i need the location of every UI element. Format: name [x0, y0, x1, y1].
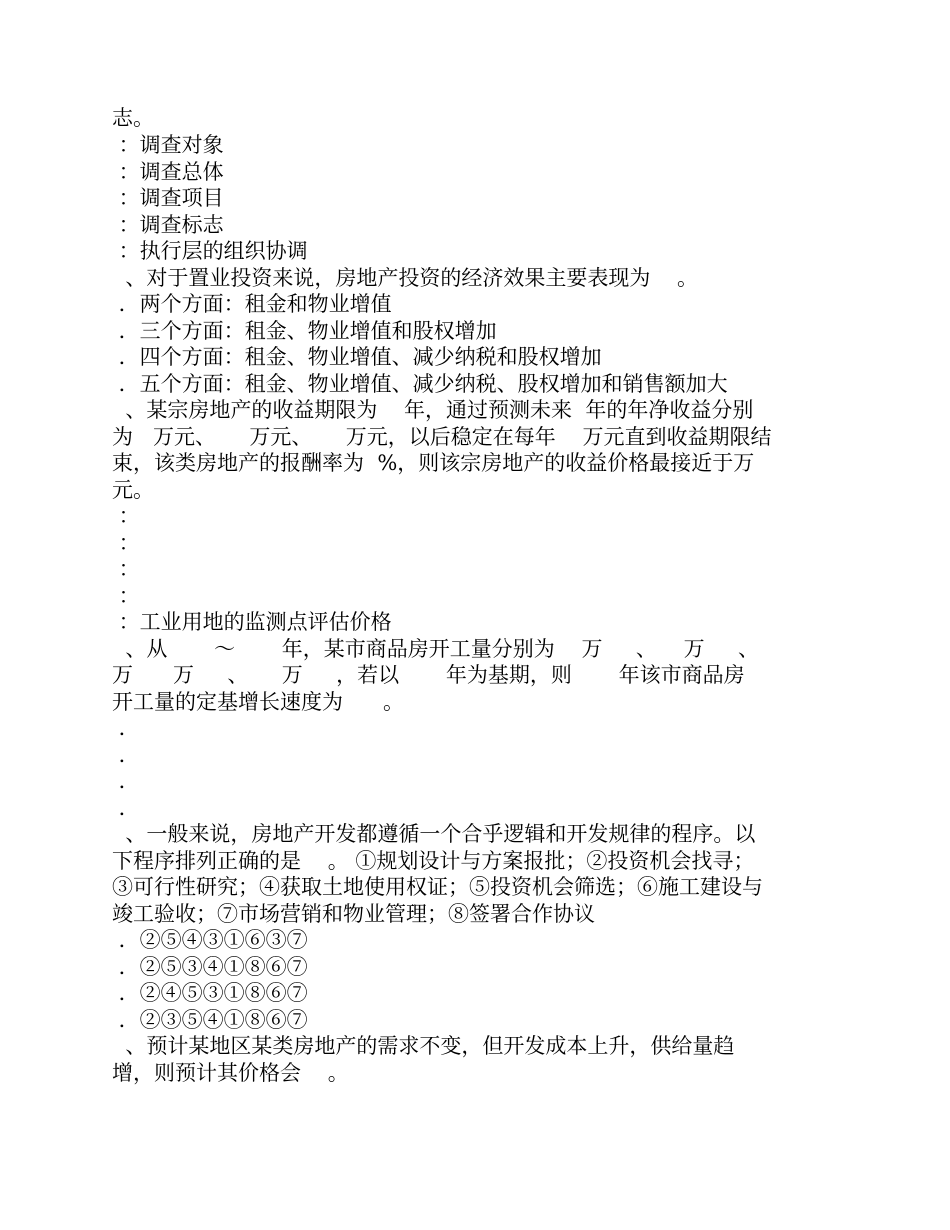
text-line: 志。	[112, 106, 154, 130]
answer-option: ．	[112, 769, 140, 793]
answer-option: ．四个方面：租金、物业增值、减少纳税和股权增加	[112, 345, 602, 369]
answer-option: ．五个方面：租金、物业增值、减少纳税、股权增加和销售额加大	[112, 372, 728, 396]
question-stem: 束，该类房地产的报酬率为 %，则该宗房地产的收益价格最接近于万	[112, 451, 755, 475]
question-stem: 、预计某地区某类房地产的需求不变，但开发成本上升，供给量趋	[112, 1034, 735, 1058]
answer-option: ：	[112, 557, 140, 581]
question-stem: 为 万元、 万元、 万元，以后稳定在每年 万元直到收益期限结	[112, 425, 772, 449]
question-stem: 、从 ～ 年，某市商品房开工量分别为 万 、 万 、	[112, 637, 759, 661]
text-line: ：调查总体	[112, 160, 224, 184]
question-stem: 增，则预计其价格会 。	[112, 1061, 349, 1085]
text-line: ：调查项目	[112, 186, 224, 210]
question-stem: 下程序排列正确的是 。 ①规划设计与方案报批；②投资机会找寻；	[112, 849, 755, 873]
question-stem: 开工量的定基增长速度为 。	[112, 690, 405, 714]
answer-option: ：工业用地的监测点评估价格	[112, 610, 392, 634]
answer-option: ．三个方面：租金、物业增值和股权增加	[112, 319, 497, 343]
answer-option: ．	[112, 796, 140, 820]
answer-option: ．②⑤④③①⑥③⑦	[112, 928, 308, 952]
question-stem: 、对于置业投资来说，房地产投资的经济效果主要表现为 。	[112, 266, 699, 290]
question-stem: 元。	[112, 478, 154, 502]
answer-option: ．	[112, 743, 140, 767]
answer-option: ：	[112, 531, 140, 555]
text-line: ：调查对象	[112, 133, 224, 157]
answer-option: ．②⑤③④①⑧⑥⑦	[112, 955, 308, 979]
answer-option: ：	[112, 584, 140, 608]
answer-option: ．两个方面：租金和物业增值	[112, 292, 392, 316]
question-stem: 、一般来说，房地产开发都遵循一个合乎逻辑和开发规律的程序。以	[112, 822, 756, 846]
answer-option: ．②③⑤④①⑧⑥⑦	[112, 1008, 308, 1032]
answer-option: ：	[112, 504, 140, 528]
answer-option: ．②④⑤③①⑧⑥⑦	[112, 981, 308, 1005]
text-line: ：执行层的组织协调	[112, 239, 308, 263]
text-line: ：调查标志	[112, 213, 224, 237]
question-stem: 竣工验收；⑦市场营销和物业管理；⑧签署合作协议	[112, 902, 595, 926]
question-stem: 、某宗房地产的收益期限为 年，通过预测未来 年的年净收益分别	[112, 398, 754, 422]
answer-option: ．	[112, 716, 140, 740]
question-stem: 万 万 、 万 ，若以 年为基期，则 年该市商品房	[112, 663, 745, 687]
question-stem: ③可行性研究；④获取土地使用权证；⑤投资机会筛选；⑥施工建设与	[112, 875, 763, 899]
